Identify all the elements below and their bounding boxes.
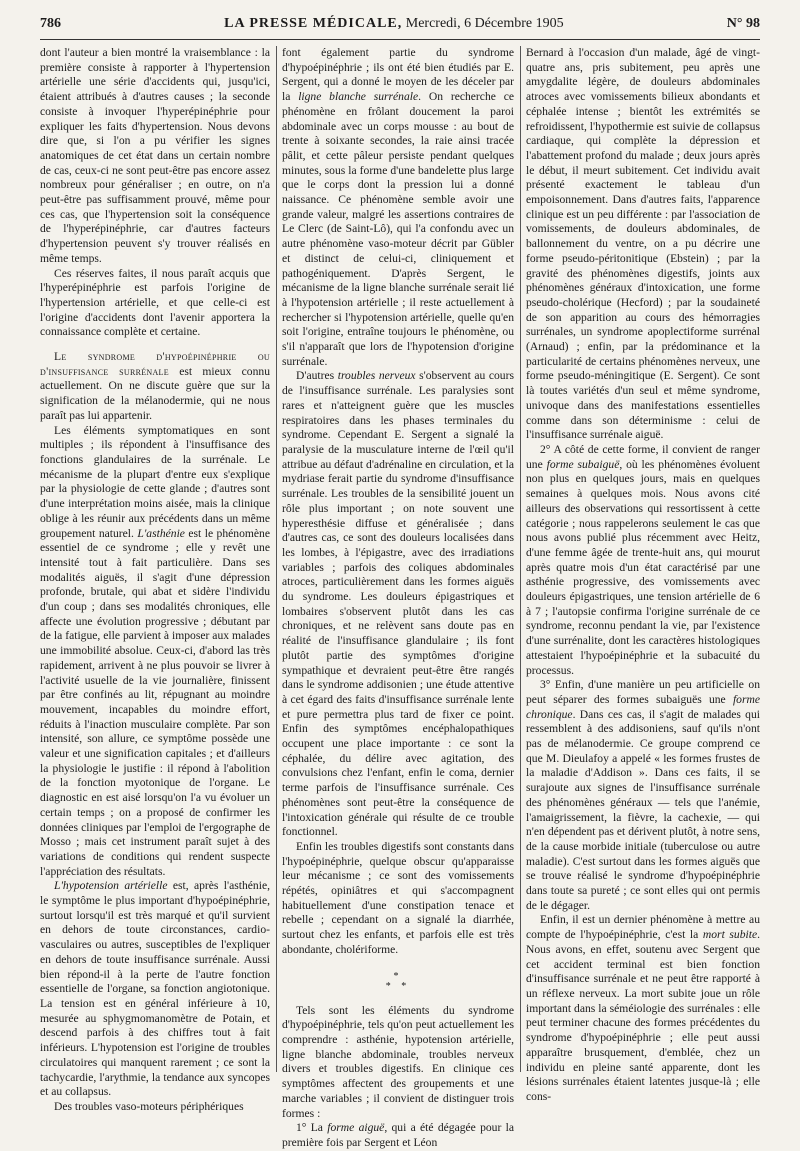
paragraph-text: . Dans ces cas, il s'agit de malades qui ressemblent à des addisoniens, sauf qu'ils n'ont pas de mélanodermie. Ce groupe comprend ce que M. Dieulafoy a appelé « les formes frustes de la maladie d'Addison ». Dans ces faits, il se surajoute aux signes de l'insuffisance surrénale des phénomènes généraux — tels que l'anémie, l'amaigrissement, la fièvre, la cachexie, — qui n'en dépendent pas et dérivent plutôt, à notre sens, de la cause morbide initiale (tuberculose ou autre maladie). C'est surtout dans les formes aiguës que se trouve réalisé le syndrome d'hypoépinéphrie dans toute sa pureté ; ce sont elles qui ont permis de le dégager.	[526, 707, 760, 912]
page-number: 786	[40, 16, 61, 31]
issue-date: Mercredi, 6 Décembre 1905	[405, 16, 564, 31]
paragraph-text: , où les phénomènes évoluent non plus en quelques jours, mais en quelques semaines à quelques mois. Nous avons cité ailleurs des observations qui ressortissent à cette catégorie ; nous rappelerons seulement le cas que nous avons publié plus récemment avec Heitz, d'une femme âgée de trente-huit ans, qui mourut après quatre mois d'un état caractérisé par une asthénie progressive, des vomissements avec douleurs épigastriques, une tension artérielle de 6 à 7 ; l'autopsie confirma l'origine surrénale de ce syndrome, reconnu pendant la vie, par l'existence d'une surrénalite, dont les caractères histologiques attestaient l'hypoépinéphrie et la subacuité du processus.	[526, 457, 760, 677]
paragraph-text: est, après l'asthénie, le symptôme le plus important d'hypoépinéphrie, surtout lorsqu'il est très marqué et qu'il survient en dehors de toute circonstances, cardio-vasculaires ou autres, susceptibles de l'expliquer en dehors de toute insuffisance surrénale. Aussi bien répond-il à la perte de l'autre fonction essentielle de l'organe, sa fonction angiotonique. La tension est en général inférieure à 10, mesurée au sphygmomanomètre de Potain, et descend parfois à des chiffres tout à fait inférieurs. L'hypotension est l'origine de troubles circulatoires qui manquent rarement ; ce sont la tachycardie, l'arythmie, la tendance aux syncopes et au collapsus.	[40, 879, 270, 1099]
paragraph	[282, 1121, 514, 1150]
emphasis-term: mort subite	[702, 928, 758, 942]
paragraph	[526, 678, 760, 913]
running-header	[40, 16, 760, 38]
paragraph	[282, 369, 514, 840]
paragraph	[40, 879, 270, 1100]
paragraph-text: , qui a été dégagée pour la première fois par Sergent et Léon	[282, 1121, 514, 1149]
paragraph: Des troubles vaso-moteurs périphériques	[54, 1099, 244, 1113]
paragraph-text: . Nous avons, en effet, soutenu avec Sergent que cet accident terminal est bien fonction d'insuffisance surrénale et ne peut être rapporté à un réflexe nerveux. La mort subite joue un rôle important dans la séméiologie des surrénales : elle peut terminer chacune des formes précédentes du syndrome d'hypoépinéphrie ; elle peut aussi apparaître brusquement, d'emblée, chez un individu en pleine santé apparente, dont les lésions surrénales étaient latentes jusque-là ; elle cons-	[526, 928, 760, 1103]
emphasis-term: troubles nerveux	[337, 369, 416, 383]
emphasis-term: L'hypotension artérielle	[54, 879, 168, 893]
emphasis-term: ligne blanche surrénale	[298, 90, 419, 104]
text-column-3	[526, 46, 760, 1103]
paragraph	[526, 913, 760, 1104]
paragraph-text: 1° La	[296, 1121, 328, 1135]
text-column-1	[40, 46, 270, 1113]
paragraph: Tels sont les éléments du syndrome d'hypoépinéphrie, tels qu'on peut actuellement les comprendre : asthénie, hypotension artérielle, ligne blanche abdominale, troubles nerveux divers et troubles digestifs. En clinique ces symptômes affectent des groupements et une marche variables ; il convient de distinguer trois formes :	[282, 1003, 514, 1120]
journal-title-line	[224, 16, 563, 32]
emphasis-term: forme subaiguë	[546, 457, 620, 471]
paragraph-text: . On recherche ce phénomène en frôlant doucement la paroi abdominale avec un corps mousse : au bout de trente à soixante secondes, la raie ainsi tracée pâlit, et cette pâleur persiste pendant quelques minutes, sous la forme d'une bandelette plus large que le corps dont la pression lui a donné naissance. Ce phénomène semble avoir une grande valeur, malgré les assertions contraires de Le Clerc (de Saint-Lô), qui l'a confondu avec un autre phénomène vaso-moteur décrit par Gübler et distinct de celui-ci, cliniquement et pathogéniquement. D'après Sergent, le mécanisme de la ligne blanche surrénale serait lié à l'hypotension artérielle ; il reste actuellement à rechercher si l'hypotension artérielle, quelle qu'en soit l'origine, entraîne toujours le phénomène, ou s'il n'apparaît que lors de l'hypotension d'origine surrénale.	[282, 90, 514, 368]
paragraph: Ces réserves faites, il nous paraît acquis que l'hyperépinéphrie est parfois l'origine de l'hypertension artérielle, et que celle-ci est l'origine d'accidents dont l'avenir apportera la connaissance complète et certaine.	[40, 266, 270, 339]
paragraph	[282, 46, 514, 369]
issue-number: N° 98	[726, 16, 760, 31]
emphasis-term: forme aiguë	[327, 1121, 385, 1135]
paragraph-text: est mieux connu actuellement. On ne discute guère que sur la signification de la mélanodermie, qui ne nous paraît pas lui appartenir.	[40, 364, 270, 422]
paragraph: Bernard à l'occasion d'un malade, âgé de vingt-quatre ans, pris subitement, peu après une amygdalite légère, de douleurs abdominales atroces avec vomissements bilieux abondants et céphalée intense ; bientôt les extrémités se refroidissent, l'hypothermie est suivie de collapsus cardiaque, qui complète la dépression et l'abattement profond du malade ; deux jours après le début, il meurt subitement. Cet individu avait présenté exactement le tableau d'un empoisonnement. Dans d'autres faits, l'apparence clinique est un peu différente : par l'association de vomissements, de douleurs abdominales, de ballonnement du ventre, on a pu décrire une forme pseudo-péritonitique (Ebstein) ; par la gravité des phénomènes digestifs, joints aux phénomènes généraux d'intoxication, une forme pseudo-cholérique (Hecford) ; par la soudaineté de son apparition au cours des hémorragies surrénales, un syndrome apoplectiforme surrénal (Arnaud) ; enfin, par la prédominance et la particularité de certains phénomènes nerveux, une forme pseudo-méningitique (E. Sergent). Ce sont là toutes variétés d'un seul et même syndrome, univoque dans des manifestations essentielles comme dans son déterminisme : celui de l'insuffisance surrénale aiguë.	[526, 46, 760, 442]
separator-star: *	[393, 970, 403, 982]
section-heading: Le syndrome d'hypoépinéphrie ou d'insuffisance surrénale	[40, 350, 270, 378]
paragraph-text: est le phénomène essentiel de ce syndrome ; elle y revêt une intensité tout à fait particulière. Dans ses modalités aiguës, il s'agit d'une dépression profonde, brutale, qui abat et sidère l'individu d'un coup ; dans ses modalités chroniques, elle affecte une évolution progressive ; débutant par de la fatigue, elle parvient à imposer aux malades une immobilité absolue. Ceux-ci, d'abord las très rapidement, arrivent à ne plus pouvoir se livrer à l'activité usuelle de la vie journalière, finissent par être confinés au lit, répugnant au moindre mouvement, incapables du moindre effort, réduits à l'inaction musculaire complète. Par son intensité, son allure, ce symptôme possède une valeur et une signification capitales ; et d'ailleurs la physiologie le justifie : il répond à l'abolition de la fonction myotonique de l'organe. Le diagnostic en est aisé lorsqu'on l'a vu évoluer un certain temps ; on a proposé de confirmer les données cliniques par l'emploi de l'ergographe de Mosso ; mais cet instrument paraît sujet à des variations de conditions qui rendent suspecte l'appréciation des résultats.	[40, 526, 270, 878]
section-paragraph	[40, 350, 270, 424]
emphasis-term: L'asthénie	[137, 526, 185, 540]
separator-stars: * *	[385, 980, 411, 992]
text-column-2	[282, 46, 514, 1149]
column-divider	[276, 46, 277, 1072]
paragraph	[40, 424, 270, 880]
paragraph-text: 2° A côté de cette forme, il convient de ranger une	[526, 442, 760, 471]
paragraph-text: D'autres	[296, 369, 338, 383]
paragraph: dont l'auteur a bien montré la vraisemblance : la première consiste à rapporter à l'hypertension artérielle une série d'accidents qui, jusqu'ici, étaient attribués à d'autres causes ; la seconde consiste à invoquer l'hyperépinéphrie pour expliquer les faits d'hypertension. Nous devons dire que, si l'on a pu vérifier les signes anatomiques de cet état dans un certain nombre de cas, ceux-ci ne sont peut-être pas encore assez nombreux pour généraliser ; en outre, on n'a peut-être pas suffisamment prouvé, même pour ces cas, que l'hypertension soit la conséquence de l'hyperépinéphrie, car d'autres facteurs d'hypertension peuvent s'y trouver réalisés en même temps.	[40, 46, 270, 265]
paragraph-text: 3° Enfin, d'une manière un peu artificielle on peut séparer des formes subaiguës une	[526, 678, 760, 706]
column-divider	[520, 46, 521, 1072]
journal-name: LA PRESSE MÉDICALE,	[224, 16, 403, 31]
paragraph-text: Enfin, il est un dernier phénomène à mettre au compte de l'hypoépinéphrie, c'est la	[526, 913, 760, 942]
header-rule	[40, 39, 760, 40]
emphasis-term: forme chronique	[526, 692, 760, 721]
paragraph-text: font également partie du syndrome d'hypoépinéphrie ; ils ont été bien étudiés par E. Sergent, qui a donné le moyen de les déceler par la	[282, 46, 514, 104]
paragraph-text: Les éléments symptomatiques en sont multiples ; ils répondent à l'insuffisance des fonctions glandulaires de la surrénale. Le mécanisme de la plupart d'entre eux s'explique par la physiologie de cette glande ; d'autres sont d'une interprétation moins aisée, mais la clinique oblige à les réunir aux précédents dans un même groupement naturel.	[40, 423, 270, 540]
paragraph	[526, 443, 760, 678]
section-separator	[282, 972, 514, 992]
paragraph-text: s'observent au cours de l'insuffisance surrénale. Les paralysies sont rares et n'atteignent guère que les muscles respiratoires dans les phases terminales du syndrome. Cependant E. Sergent a signalé la paralysie de la musculature interne de l'œil qu'il attribue au défaut d'adrénaline en circulation, et la mydriase ferait partie du syndrome d'insuffisance surrénale. Les troubles de la sensibilité jouent un rôle plus important ; on note souvent une hyperesthésie diffuse et généralisée ; dans d'autres cas, ce sont des douleurs localisées dans les lombes, à l'épigastre, avec des irradiations variables ; parfois des coliques abdominales atroces, particulièrement dans les formes aiguës du syndrome. Les douleurs épigastriques et lombaires s'observent plutôt dans les cas chroniques, et ne relèvent sans doute pas en réalité de l'insuffisance glandulaire ; ils font plutôt partie des symptômes d'origine sympathique et devraient peut-être être rangés dans le syndrome addisonien ; une étude attentive à cet égard des faits d'insuffisance surrénale lente et pure permettra plus tard de fixer ce point. Enfin des symptômes encéphalopathiques occupent une place importante : ce sont la céphalée, du délire avec agitation, des convulsions chez l'enfant, enfin le coma, dernier terme parfois de l'insuffisance surrénale. Ces phénomènes sont peut-être la conséquence de l'intoxication générale qui résulte de ce trouble fonctionnel.	[282, 369, 514, 839]
paragraph: Enfin les troubles digestifs sont constants dans l'hypoépinéphrie, quelque obscur qu'apparaisse leur mécanisme ; ce sont des vomissements répétés, opiniâtres et qui s'accompagnent habituellement d'une constipation tenace et rebelle ; cependant on a signalé la diarrhée, surtout chez les enfants, et parfois elle est très abondante, cholériforme.	[282, 839, 514, 956]
